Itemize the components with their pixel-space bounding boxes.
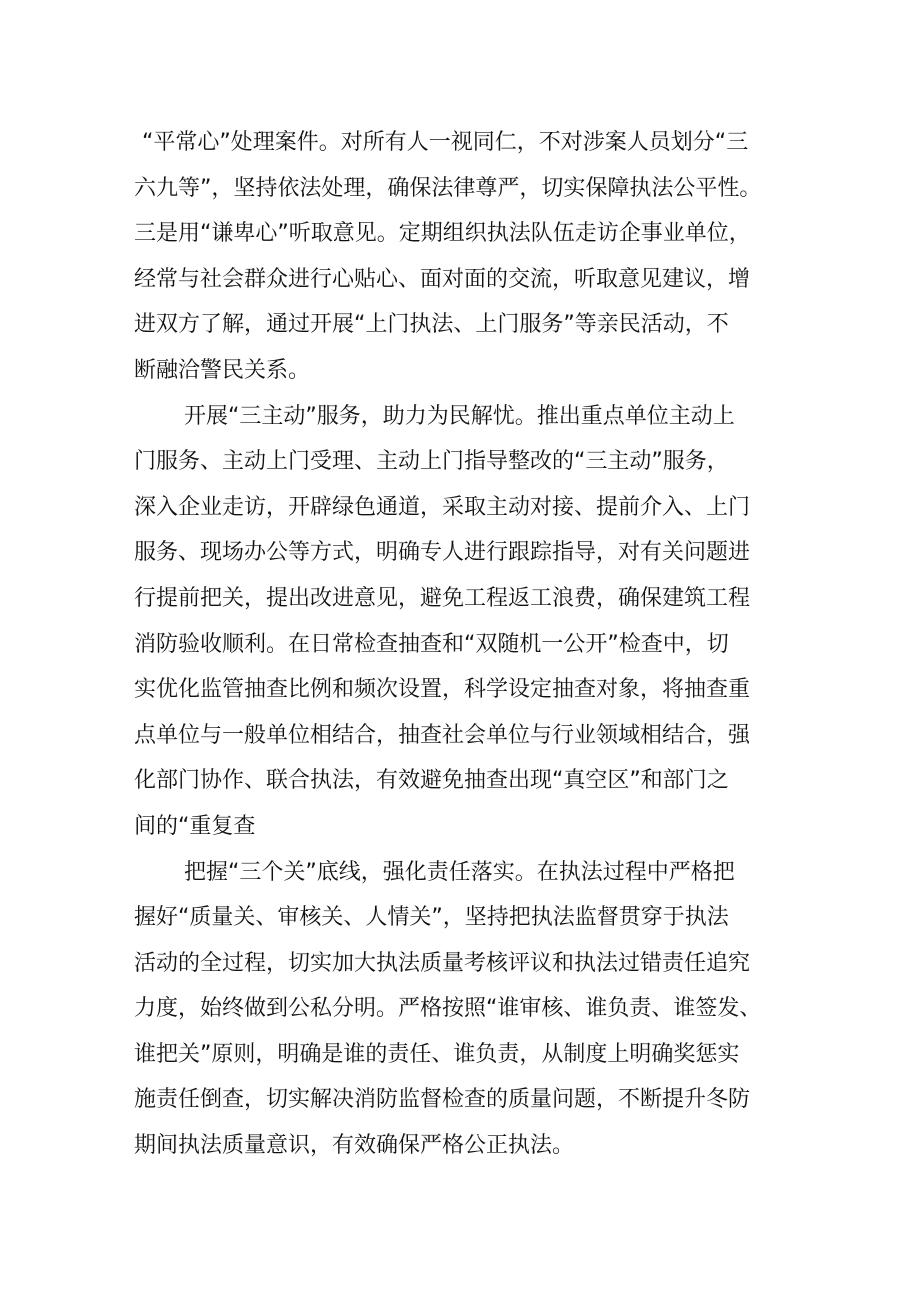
paragraph-line: 把握“三个关”底线，强化责任落实。在执法过程中严格把 bbox=[184, 859, 735, 885]
paragraph-line: 门服务、主动上门受理、主动上门指导整改的“三主动”服务， bbox=[134, 449, 729, 475]
paragraph-1 bbox=[134, 120, 806, 394]
paragraph-line: 力度，始终做到公私分明。严格按照“谁审核、谁负责、谁签发、 bbox=[134, 996, 762, 1022]
paragraph-line: 三是用“谦卑心”听取意见。定期组织执法队伍走访企事业单位， bbox=[134, 221, 751, 247]
paragraph-line: 谁把关”原则，明确是谁的责任、谁负责，从制度上明确奖惩实 bbox=[134, 1041, 740, 1067]
paragraph-line: 实优化监管抽查比例和频次设置，科学设定抽查对象，将抽查重 bbox=[134, 677, 751, 703]
paragraph-line: 断融洽警民关系。 bbox=[134, 357, 311, 383]
paragraph-line: 开展“三主动”服务，助力为民解忧。推出重点单位主动上 bbox=[184, 403, 735, 429]
paragraph-line: 握好“质量关、审核关、人情关”，坚持把执法监督贯穿于执法 bbox=[134, 905, 729, 931]
paragraph-line: 化部门协作、联合执法，有效避免抽查出现“真空区”和部门之 bbox=[134, 768, 729, 794]
paragraph-line: 六九等”，坚持依法处理，确保法律尊严，切实保障执法公平性。 bbox=[134, 175, 762, 201]
paragraph-line: “平常心”处理案件。对所有人一视同仁，不对涉案人员划分“三 bbox=[142, 130, 749, 155]
paragraph-line: 消防验收顺利。在日常检查抽查和“双随机一公开”检查中，切 bbox=[134, 631, 729, 657]
document-page bbox=[134, 120, 806, 1169]
paragraph-line: 间的“重复查 bbox=[134, 813, 256, 839]
paragraph-line: 进双方了解，通过开展“上门执法、上门服务”等亲民活动，不 bbox=[134, 312, 729, 338]
paragraph-line: 经常与社会群众进行心贴心、面对面的交流，听取意见建议，增 bbox=[134, 266, 751, 292]
paragraph-line: 行提前把关，提出改进意见，避免工程返工浪费，确保建筑工程 bbox=[134, 585, 751, 611]
paragraph-line: 活动的全过程，切实加大执法质量考核评议和执法过错责任追究 bbox=[134, 950, 751, 976]
paragraph-line: 点单位与一般单位相结合，抽查社会单位与行业领域相结合，强 bbox=[134, 722, 751, 748]
paragraph-2 bbox=[134, 394, 806, 850]
paragraph-line: 深入企业走访，开辟绿色通道，采取主动对接、提前介入、上门 bbox=[134, 494, 751, 520]
paragraph-line: 服务、现场办公等方式，明确专人进行跟踪指导，对有关问题进 bbox=[134, 540, 751, 566]
paragraph-line: 施责任倒查，切实解决消防监督检查的质量问题，不断提升冬防 bbox=[134, 1087, 751, 1113]
paragraph-3 bbox=[134, 850, 806, 1169]
paragraph-line: 期间执法质量意识，有效确保严格公正执法。 bbox=[134, 1133, 575, 1159]
